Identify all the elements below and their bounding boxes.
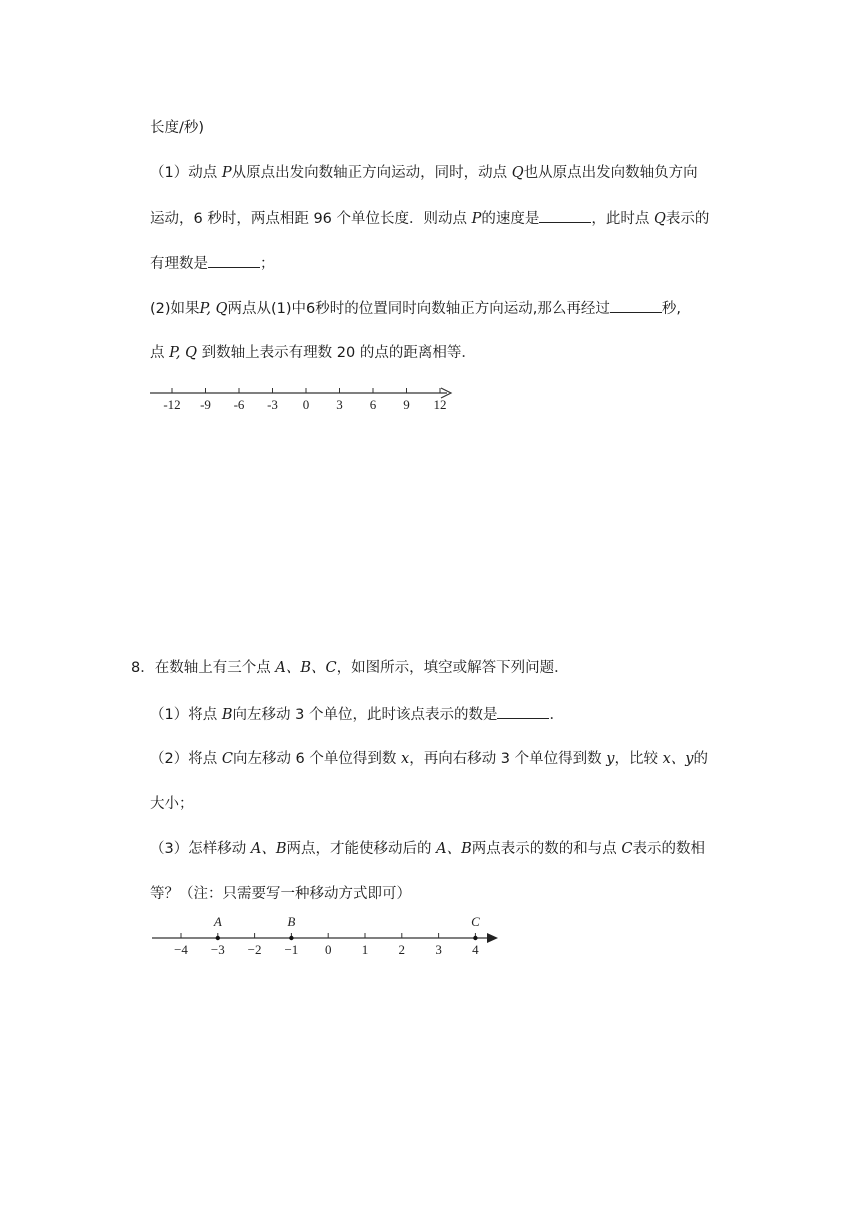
answer-blank[interactable] [208,253,260,268]
var-b: B [221,707,233,723]
tick-label: 0 [324,942,332,957]
text: （3）怎样移动 [150,841,247,857]
text: ． [549,707,564,723]
point-dot [289,936,293,940]
text: 运动，6 秒时，两点相距 96 个单位长度．则动点 [150,211,468,227]
text: 两点从(1)中6秒时的位置同时向数轴正方向运动,那么再经过 [227,301,610,317]
point-dot [216,936,220,940]
tick-label: 3 [435,942,442,957]
var-p: P, [169,345,181,361]
q7-part2-line2 [150,343,476,363]
text: 表示的 [665,211,710,227]
text: 两点，才能使移动后的 [286,841,432,857]
text: 的 [693,751,708,767]
text: (2)如果 [150,301,200,317]
q8-part2-line1 [150,749,708,769]
text: 秒, [661,301,681,317]
point-label: C [471,914,480,929]
tick-label: 0 [302,397,310,412]
tick-label: 4 [472,942,479,957]
var-y: y [606,751,615,767]
tick-label: −3 [210,942,225,957]
tick-label: 9 [403,397,410,412]
var-q: Q [654,211,666,227]
text: 大小； [150,796,194,812]
continued-text: 长度/秒) [150,120,205,136]
text: 到数轴上表示有理数 20 的点的距离相等． [201,345,476,361]
answer-blank[interactable] [539,208,591,223]
var-pq: P, Q [199,301,228,317]
tick-label: −4 [174,942,188,957]
tick-label: −1 [284,942,299,957]
q8-part2-line2 [150,794,194,814]
q7-part1-line1 [150,163,698,183]
text: ，再向右移动 3 个单位得到数 [409,751,602,767]
tick-label: 12 [433,397,447,412]
text: 两点表示的数的和与点 [471,841,617,857]
var-c: C [221,751,233,767]
answer-blank[interactable] [497,704,549,719]
q8-part3-line1 [150,839,705,859]
text: 点 [150,345,165,361]
var-x: x [401,751,410,767]
text: 向左移动 3 个单位，此时该点表示的数是 [232,707,498,723]
var-ab: A、B [250,841,287,857]
q7-part1-line3 [150,253,275,274]
text: ，如图所示，填空或解答下列问题． [336,660,569,676]
tick-label: 3 [336,397,343,412]
tick-label: 1 [361,942,369,957]
text: 等？（注：只需要写一种移动方式即可） [150,886,411,902]
var-xy: x、y [662,751,694,767]
var-p: P [471,211,482,227]
answer-blank[interactable] [610,298,662,313]
q8-intro [131,658,569,678]
var-ab: A、B [436,841,472,857]
text: 也从原点出发向数轴负方向 [523,165,698,181]
tick-label: -6 [233,397,245,412]
q8-number-line [148,912,508,962]
var-q: Q [185,345,198,361]
text: ； [260,256,275,272]
text: （1）动点 [150,165,218,181]
arrow-icon [487,933,498,943]
var-abc: A、B、C [275,660,337,676]
text: ，此时点 [591,211,650,227]
text: 从原点出发向数轴正方向运动，同时，动点 [231,165,508,181]
text: 的速度是 [481,211,540,227]
text: 有理数是 [150,256,208,272]
var-q: Q [511,165,524,181]
var-p: P [221,165,232,181]
q8-part1 [150,704,564,725]
q7-number-line [145,382,465,418]
tick-label: 2 [398,942,406,957]
point-label: B [287,914,296,929]
tick-label: -9 [200,397,211,412]
q7-part1-line2 [150,208,709,229]
text: （1）将点 [150,707,218,723]
point-label: A [213,914,222,929]
tick-label: -3 [267,397,278,412]
text: （2）将点 [150,751,218,767]
q8-part3-line2 [150,884,411,904]
text: 向左移动 6 个单位得到数 [232,751,397,767]
text: 表示的数相 [632,841,705,857]
q7-part2-line1 [150,298,681,319]
var-c: C [621,841,633,857]
text: 8．在数轴上有三个点 [131,660,271,676]
point-dot [473,936,477,940]
text: ，比较 [614,751,658,767]
tick-label: −2 [247,942,262,957]
tick-label: -12 [163,397,181,412]
tick-label: 6 [369,397,377,412]
